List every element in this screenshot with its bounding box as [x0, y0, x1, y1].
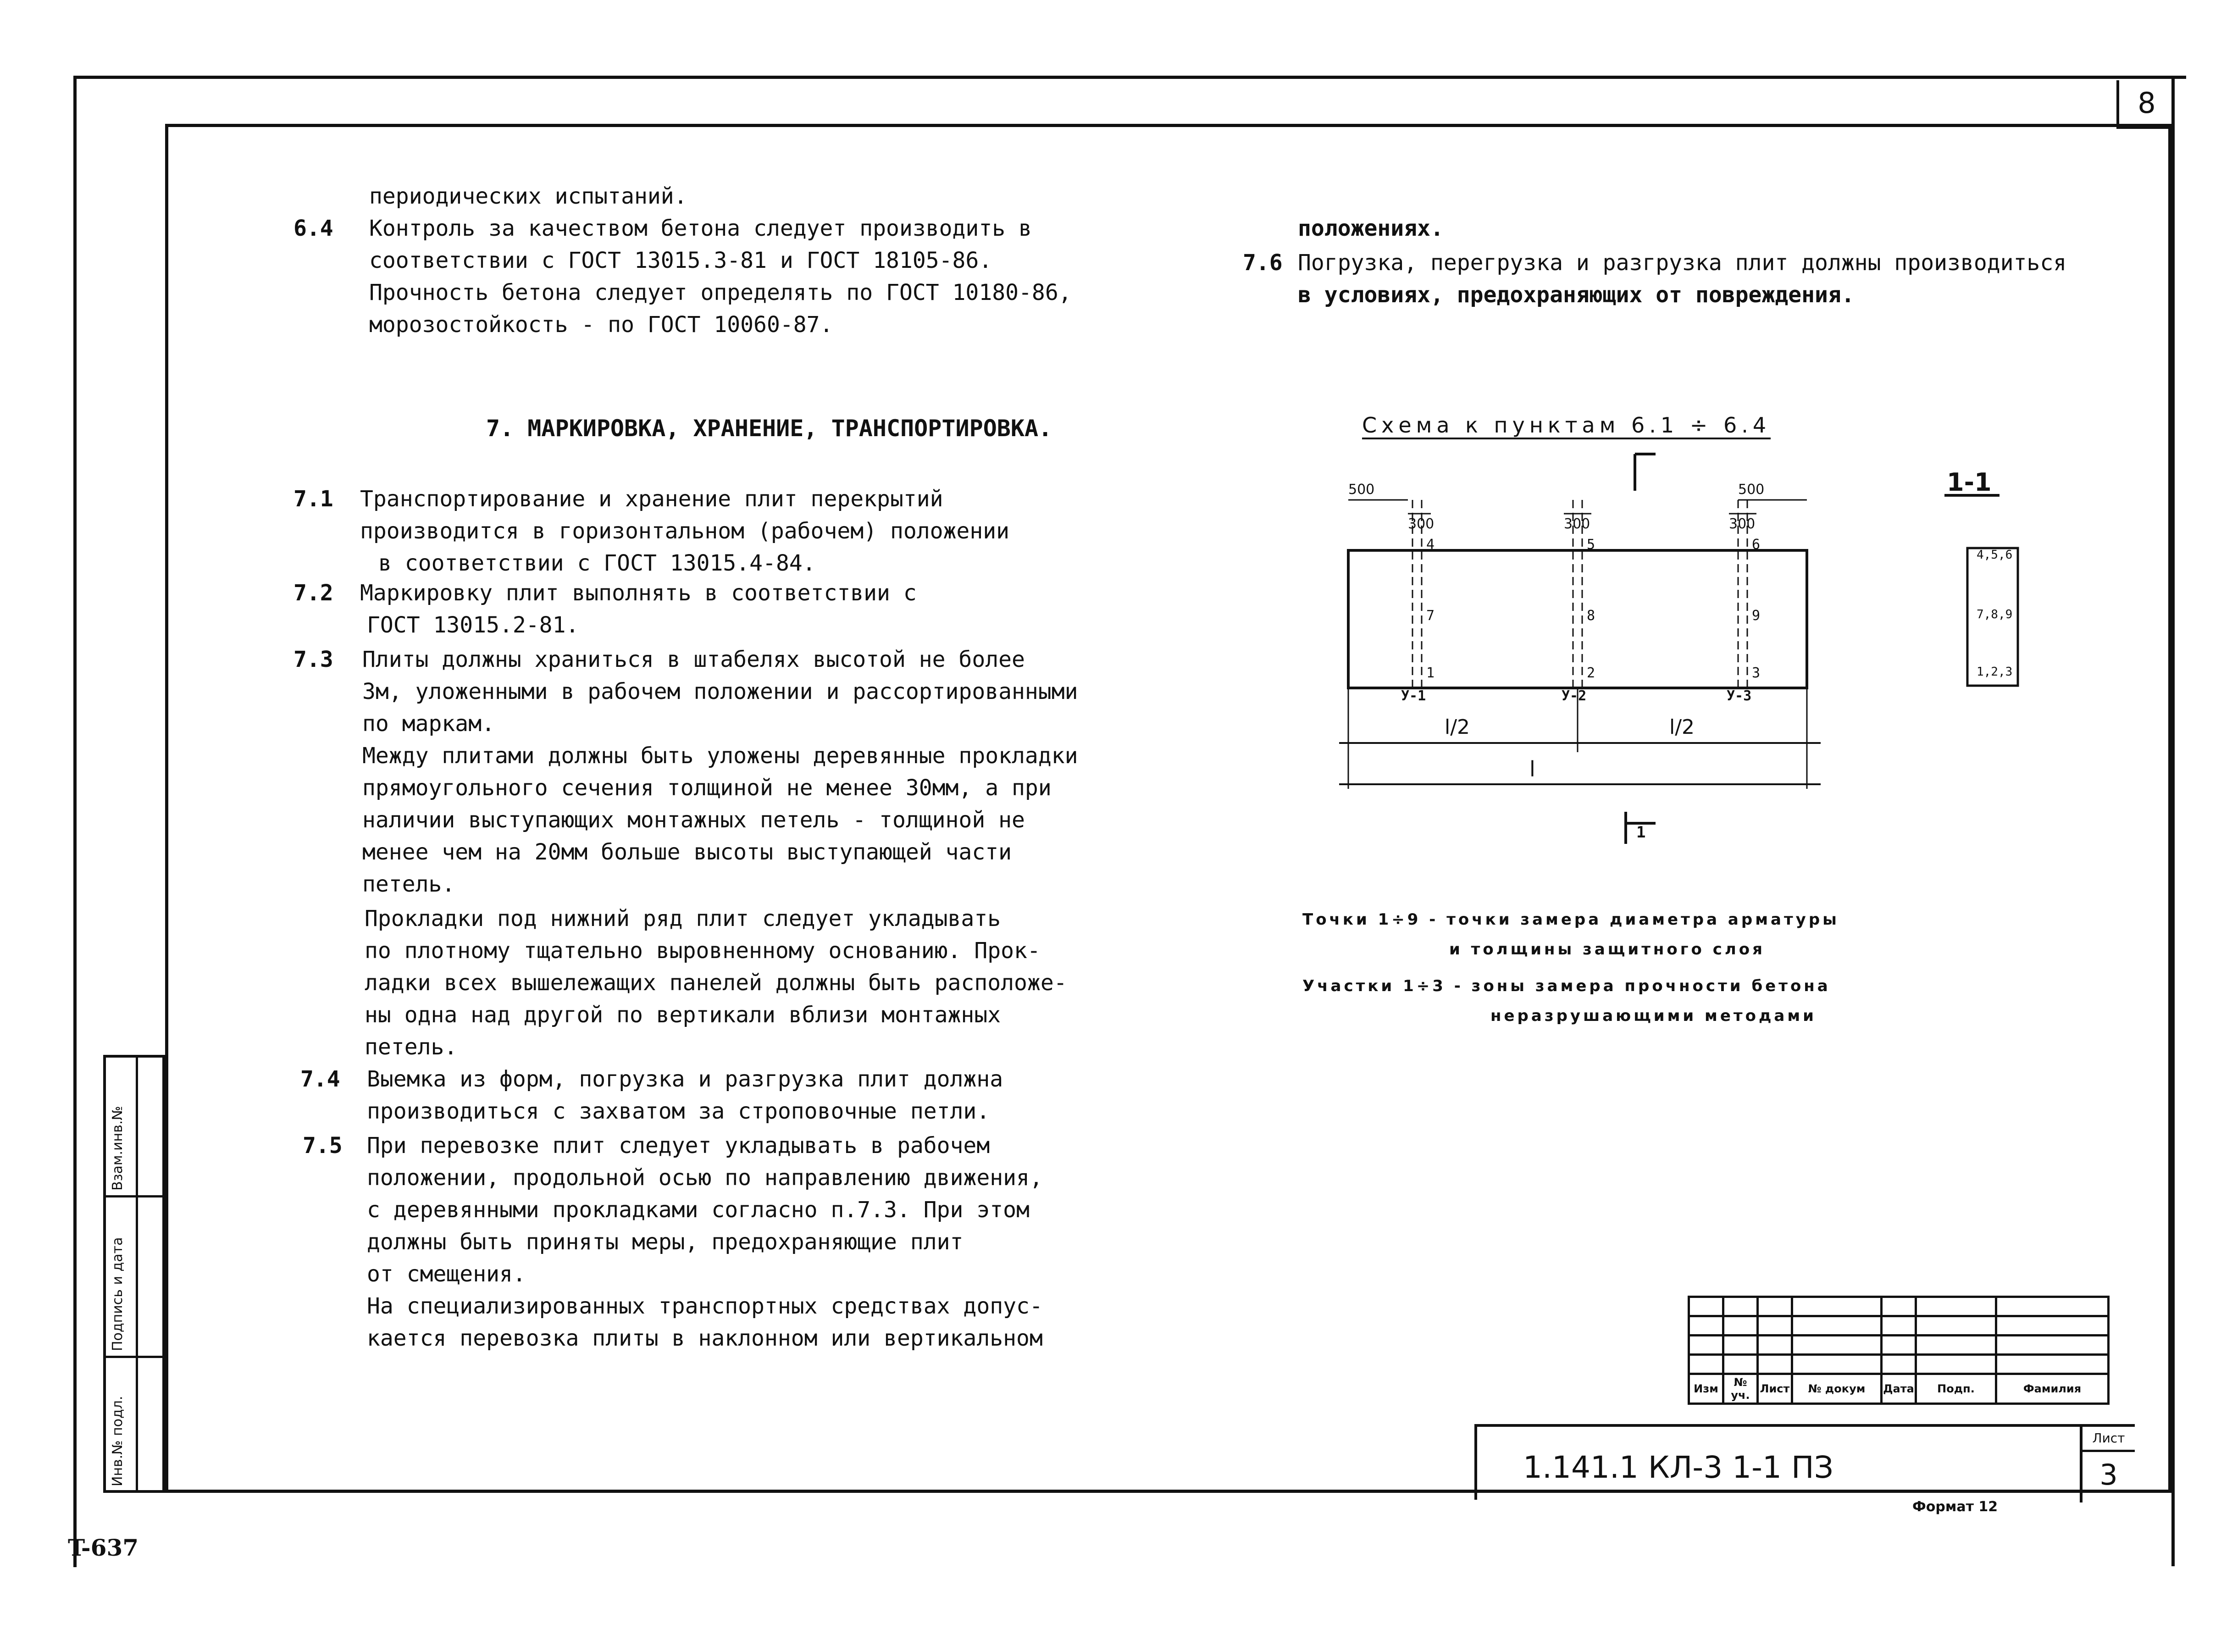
text-line: петель.: [365, 1034, 458, 1060]
text-line: в соответствии с ГОСТ 13015.4-84.: [378, 550, 816, 576]
dim-half: l/2: [1669, 715, 1695, 739]
revision-table: [1688, 1296, 2110, 1405]
text-line: соответствии с ГОСТ 13015.3-81 и ГОСТ 18105-86.: [369, 248, 992, 273]
text-line: На специализированных транспортных средствах допус-: [367, 1293, 1043, 1319]
text-line: петель.: [362, 871, 455, 897]
format-label: Формат 12: [1912, 1499, 1998, 1515]
item-number: 6.4: [294, 216, 333, 241]
text-line: Маркировку плит выполнять в соответствии с: [360, 580, 917, 606]
zone-label: У-2: [1562, 688, 1587, 704]
text-line: Плиты должны храниться в штабелях высотой не более: [362, 647, 1025, 672]
sheet-cell: [2080, 1427, 2135, 1502]
stamp-header: № уч.: [1723, 1374, 1758, 1404]
section-point: 4,5,6: [1977, 548, 2013, 562]
legend-zones-cont: неразрушающими методами: [1490, 1007, 1817, 1025]
text-line: прямоугольного сечения толщиной не менее 30мм, а при: [362, 775, 1052, 801]
dim-300: 300: [1564, 516, 1590, 532]
scheme-drawing: [1279, 404, 2128, 853]
sheet-number: 8: [2116, 80, 2174, 129]
stamp-header: Дата: [1882, 1374, 1916, 1404]
point-label: 8: [1587, 608, 1595, 624]
point-label: 4: [1426, 537, 1435, 553]
text-line: наличии выступающих монтажных петель - толщиной не: [362, 807, 1025, 833]
text-line: производится в горизонтальном (рабочем) положении: [360, 518, 1010, 544]
side-label-vzam: Взам.инв.№: [110, 1106, 126, 1191]
item-number: 7.3: [294, 647, 333, 672]
text-line: производиться с захватом за строповочные петли.: [367, 1098, 990, 1124]
scheme-svg: [1279, 404, 2128, 853]
text-line: Транспортирование и хранение плит перекрытий: [360, 486, 943, 512]
side-divider: [106, 1356, 162, 1358]
text-line: ладки всех вышележащих панелей должны быть расположе-: [365, 970, 1067, 996]
dim-500: 500: [1348, 482, 1375, 498]
section-point: 1,2,3: [1977, 665, 2013, 679]
stamp-header: Фамилия: [1996, 1374, 2109, 1404]
zone-label: У-3: [1727, 688, 1752, 704]
outer-frame-right: [2171, 76, 2175, 1566]
text-line: положении, продольной осью по направлению движения,: [367, 1165, 1043, 1191]
text-line: от смещения.: [367, 1261, 526, 1287]
side-label-signature: Подпись и дата: [110, 1237, 126, 1351]
point-label: 3: [1752, 665, 1761, 681]
text-line: менее чем на 20мм больше высоты выступающей части: [362, 839, 1012, 865]
dim-full: l: [1529, 757, 1535, 782]
text-line: При перевозке плит следует укладывать в рабочем: [367, 1133, 990, 1159]
text-line: положениях.: [1298, 216, 1444, 241]
section-point: 7,8,9: [1977, 608, 2013, 621]
text-line: с деревянными прокладками согласно п.7.3. При этом: [367, 1197, 1030, 1223]
section-heading: 7. МАРКИРОВКА, ХРАНЕНИЕ, ТРАНСПОРТИРОВКА.: [486, 415, 1052, 442]
stamp-header: Изм: [1689, 1374, 1723, 1404]
text-line: Прокладки под нижний ряд плит следует укладывать: [365, 906, 1001, 931]
point-label: 1: [1426, 665, 1435, 681]
legend-points-cont: и толщины защитного слоя: [1449, 940, 1765, 959]
point-label: 7: [1426, 608, 1435, 624]
text-line: ГОСТ 13015.2-81.: [367, 612, 579, 638]
side-signature-strip: [103, 1055, 165, 1493]
dim-500: 500: [1738, 482, 1765, 498]
dim-half: l/2: [1445, 715, 1470, 739]
item-number: 7.2: [294, 580, 333, 606]
text-line: по плотному тщательно выровненному основанию. Прок-: [365, 938, 1041, 964]
point-label: 6: [1752, 537, 1761, 553]
side-divider: [106, 1195, 162, 1197]
text-line: периодических испытаний.: [369, 183, 687, 209]
text-line: должны быть приняты меры, предохраняющие плит: [367, 1229, 964, 1255]
point-label: 2: [1587, 665, 1595, 681]
title-block-stamp: [1474, 1296, 2137, 1500]
dim-300: 300: [1729, 516, 1756, 532]
text-line: Контроль за качеством бетона следует производить в: [369, 216, 1032, 241]
item-number: 7.4: [300, 1066, 340, 1092]
text-line: Между плитами должны быть уложены деревянные прокладки: [362, 743, 1078, 769]
stamp-header: № докум: [1792, 1374, 1882, 1404]
item-number: 7.1: [294, 486, 333, 512]
item-number: 7.6: [1243, 250, 1283, 276]
stamp-header: Подп.: [1916, 1374, 1996, 1404]
text-line: Прочность бетона следует определять по ГОСТ 10180-86,: [369, 280, 1072, 305]
title-block: [1474, 1424, 2135, 1500]
dim-300: 300: [1408, 516, 1435, 532]
legend-points: Точки 1÷9 - точки замера диаметра арматуры: [1302, 910, 1839, 929]
item-number: 7.5: [303, 1133, 343, 1159]
legend-zones: Участки 1÷3 - зоны замера прочности бетона: [1302, 977, 1831, 995]
section-label: 1-1: [1947, 468, 1992, 497]
text-line: Выемка из форм, погрузка и разгрузка плит должна: [367, 1066, 1003, 1092]
text-line: кается перевозка плиты в наклонном или вертикальном: [367, 1325, 1043, 1351]
sheet-label: Лист: [2083, 1427, 2135, 1452]
text-line: ны одна над другой по вертикали вблизи монтажных: [365, 1002, 1001, 1028]
text-line: по маркам.: [362, 711, 495, 737]
text-line: морозостойкость - по ГОСТ 10060-87.: [369, 312, 833, 338]
cut-mark: 1: [1636, 823, 1646, 842]
stamp-header: Лист: [1758, 1374, 1792, 1404]
zone-label: У-1: [1401, 688, 1426, 704]
scheme-title: Схема к пунктам 6.1 ÷ 6.4: [1362, 413, 1771, 439]
side-label-inv: Инв.№ подл.: [110, 1396, 126, 1486]
text-line: в условиях, предохраняющих от повреждения.: [1298, 282, 1855, 308]
point-label: 5: [1587, 537, 1595, 553]
text-line: 3м, уложенными в рабочем положении и рассортированными: [362, 679, 1078, 704]
point-label: 9: [1752, 608, 1761, 624]
document-code-left: T-637: [68, 1534, 139, 1561]
sheet-value: 3: [2099, 1458, 2118, 1491]
text-line: Погрузка, перегрузка и разгрузка плит должны производиться: [1298, 250, 2067, 276]
document-code: 1.141.1 КЛ-3 1-1 ПЗ: [1523, 1450, 1833, 1485]
